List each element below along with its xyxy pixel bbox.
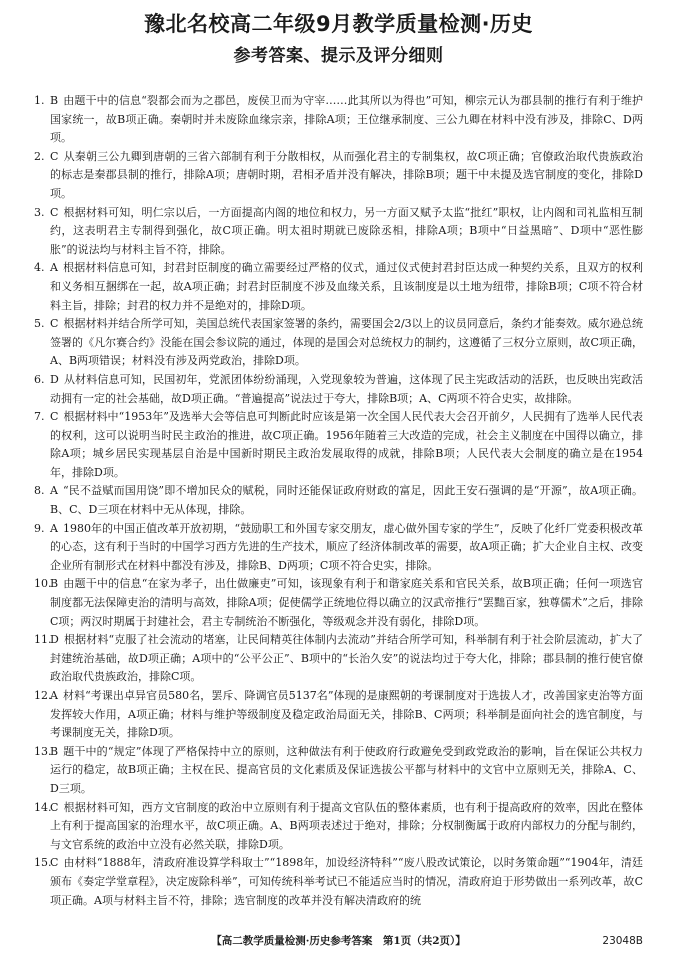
answer-number: 7.	[34, 410, 45, 424]
answer-number: 14.	[34, 800, 52, 814]
answer-item	[34, 204, 643, 260]
answer-key: B	[50, 94, 59, 107]
answer-key: A	[50, 261, 58, 275]
answer-item	[34, 482, 643, 519]
answer-explanation: 根据材料可知，明仁宗以后，一方面提高内阁的地位和权力，另一方面又赋予太监“批红”职权，让内阁和司礼监相互制约，这表明君主专制得到强化，故C项正确。明太祖时期就已废除丞相，排除A项；B项中“日益黑暗”、D项中“恶性膨胀”的说法均与材料主旨不符，排除。	[50, 205, 643, 256]
answer-item	[34, 520, 643, 576]
answer-key: A	[50, 484, 58, 498]
answer-number: 11.	[34, 633, 52, 647]
answer-number: 9.	[34, 521, 45, 535]
answer-explanation: 由题干中的信息“裂都会而为之郡邑，废侯卫而为守宰……此其所以为得也”可知，柳宗元认为郡县制的推行有利于维护国家统一，故B项正确。秦朝时并未废除血缘宗亲，排除A项；王位继承制度、三公九卿在材料中没有涉及，排除C、D两项。	[50, 94, 643, 145]
answer-item	[34, 743, 643, 799]
answer-key: C	[50, 800, 59, 814]
answer-explanation: 1980年的中国正值改革开放初期，“鼓励职工和外国专家交朋友，虚心做外国专家的学生”，反映了化纤厂党委积极改革的心态，这有利于当时的中国学习西方先进的生产技术，顺应了经济体制改革的需要，故A项正确；扩大企业自主权、改变企业所有制形式在材料中都没有涉及，排除B、D两项；C项不符合史实，排除。	[50, 521, 643, 572]
answer-explanation: 根据材料中“1953年”及选举大会等信息可判断此时应该是第一次全国人民代表大会召开前夕，人民拥有了选举人民代表的权利，这可以说明当时民主政治的推进，故C项正确。1956年随着三大改造的完成，社会主义制度在中国得以确立，排除A项；城乡居民实现基层自治是中国新时期民主政治发展取得的成就，排除B项；人民代表大会制度的确立是在1954年，排除D项。	[50, 410, 643, 479]
answer-number: 1.	[34, 94, 45, 107]
answer-item	[34, 799, 643, 855]
footer-exam-code: 23048B	[602, 935, 643, 947]
footer-page-info: 【高二教学质量检测·历史参考答案 第1页（共2页）】	[211, 935, 466, 947]
answer-key: C	[50, 856, 59, 870]
answer-item	[34, 92, 643, 148]
answer-key: A	[50, 689, 58, 702]
answer-item	[34, 687, 643, 743]
page-subtitle: 参考答案、提示及评分细则	[233, 46, 444, 66]
answer-explanation: 从材料信息可知，民国初年，党派团体纷纷涌现，入党现象较为普遍，这体现了民主宪政活动的活跃，也反映出宪政活动拥有一定的社会基础，故D项正确。“普遍提高”说法过于夸大，排除B项；A、C两项不符合史实，故排除。	[50, 372, 643, 405]
answer-number: 13.	[34, 744, 52, 758]
answer-key: D	[50, 633, 59, 647]
answer-number: 2.	[34, 149, 45, 163]
answer-explanation: 从秦朝三公九卿到唐朝的三省六部制有利于分散相权，从而强化君主的专制集权，故C项正确；官僚政治取代贵族政治的标志是秦郡县制的推行，排除A项；唐朝时期，君相矛盾并没有解决，排除B项；题干中未提及选官制度的变化，排除D项。	[50, 149, 643, 200]
answer-explanation: 题干中的“规定”体现了严格保持中立的原则，这种做法有利于使政府行政避免受到政党政治的影响，旨在保证公共权力运行的稳定，故B项正确；主权在民、提高官员的文化素质及保证选拔公平都与材料中的文官中立原则无关，排除A、C、D三项。	[50, 744, 643, 795]
answer-item	[34, 259, 643, 315]
answer-number: 5.	[34, 317, 45, 331]
answer-explanation: 根据材料信息可知，封君封臣制度的确立需要经过严格的仪式，通过仪式使封君封臣达成一种契约关系，且双方的权利和义务相互捆绑在一起，故A项正确；封君封臣制度不涉及血缘关系，且该制度是以土地为纽带，排除B项；C项不符合材料主旨，排除；封君的权力并不是绝对的，排除D项。	[50, 261, 643, 312]
answer-key: B	[50, 577, 59, 591]
answer-number: 4.	[34, 261, 45, 275]
answer-item	[34, 371, 643, 408]
answer-key: A	[50, 521, 58, 535]
answer-number: 12.	[34, 689, 52, 702]
answer-item	[34, 631, 643, 687]
answer-explanation: 由材料“1888年，清政府准设算学科取士”“1898年，加设经济特科”“废八股改试策论，以时务策命题”“1904年，清廷颁布《奏定学堂章程》，决定废除科举”，可知传统科举考试已不能适应当时的情况，清政府迫于形势做出一系列改革，故C项正确。A项与材料主旨不符，排除；选官制度的改革并没有解决清政府的统	[50, 856, 643, 907]
answer-number: 3.	[34, 205, 45, 219]
answer-explanation: “民不益赋而国用饶”即不增加民众的赋税，同时还能保证政府财政的富足，因此王安石强调的是“开源”，故A项正确。B、C、D三项在材料中无从体现，排除。	[50, 484, 643, 517]
page-title: 豫北名校高二年级9月教学质量检测·历史	[143, 12, 534, 36]
answer-key: C	[50, 149, 59, 163]
answer-key: C	[50, 317, 59, 331]
answer-number: 6.	[34, 372, 45, 386]
answer-item	[34, 854, 643, 910]
answer-number: 8.	[34, 484, 45, 498]
answer-item	[34, 575, 643, 631]
answer-explanation: 由题干中的信息“在家为孝子，出仕做廉吏”可知，该现象有利于和谐家庭关系和官民关系，故B项正确；任何一项选官制度都无法保障吏治的清明与高效，排除A项；促使儒学正统地位得以确立的汉武帝推行“罢黜百家，独尊儒术”之后，排除C项；两汉时期属于封建社会，君主专制统治不断强化，等级观念并没有弱化，排除D项。	[50, 577, 643, 628]
answer-key: D	[50, 372, 59, 386]
answer-key: C	[50, 205, 59, 219]
answer-list	[34, 92, 643, 910]
answer-key: C	[50, 410, 59, 424]
answer-item	[34, 315, 643, 371]
answer-explanation: 根据材料可知，西方文官制度的政治中立原则有利于提高文官队伍的整体素质，也有利于提高政府的效率，因此在整体上有利于提高国家的治理水平，故C项正确。A、B两项表述过于绝对，排除；分权制衡属于政府内部权力的分配与制约，与文官系统的政治中立没有必然关联，排除D项。	[50, 800, 643, 851]
answer-number: 15.	[34, 856, 52, 870]
answer-item	[34, 408, 643, 482]
answer-item	[34, 148, 643, 204]
answer-explanation: 根据材料“克服了社会流动的堵塞，让民间精英往体制内去流动”并结合所学可知，科举制有利于社会阶层流动，扩大了封建统治基础，故D项正确；A项中的“公平公正”、B项中的“长治久安”的说法均过于夸大化，排除；郡县制的推行使官僚政治取代贵族政治，排除C项。	[50, 633, 643, 684]
answer-explanation: 材料“考课出卓异官员580名，罢斥、降调官员5137名”体现的是康熙朝的考课制度对于选拔人才，改善国家吏治等方面发挥较大作用，A项正确；材料与维护等级制度及稳定政治局面无关，排除B、C两项；科举制是面向社会的选官制度，与考课制度无关，排除D项。	[50, 689, 643, 740]
answer-number: 10.	[34, 577, 52, 591]
answer-key: B	[50, 744, 59, 758]
answer-explanation: 根据材料并结合所学可知，美国总统代表国家签署的条约，需要国会2/3以上的议员同意后，条约才能奏效。威尔逊总统签署的《凡尔赛合约》没能在国会参议院的通过，体现的是国会对总统权力的制约，这遵循了三权分立原则，故C项正确，A、B两项错误；材料没有涉及两党政治，排除D项。	[50, 317, 643, 368]
